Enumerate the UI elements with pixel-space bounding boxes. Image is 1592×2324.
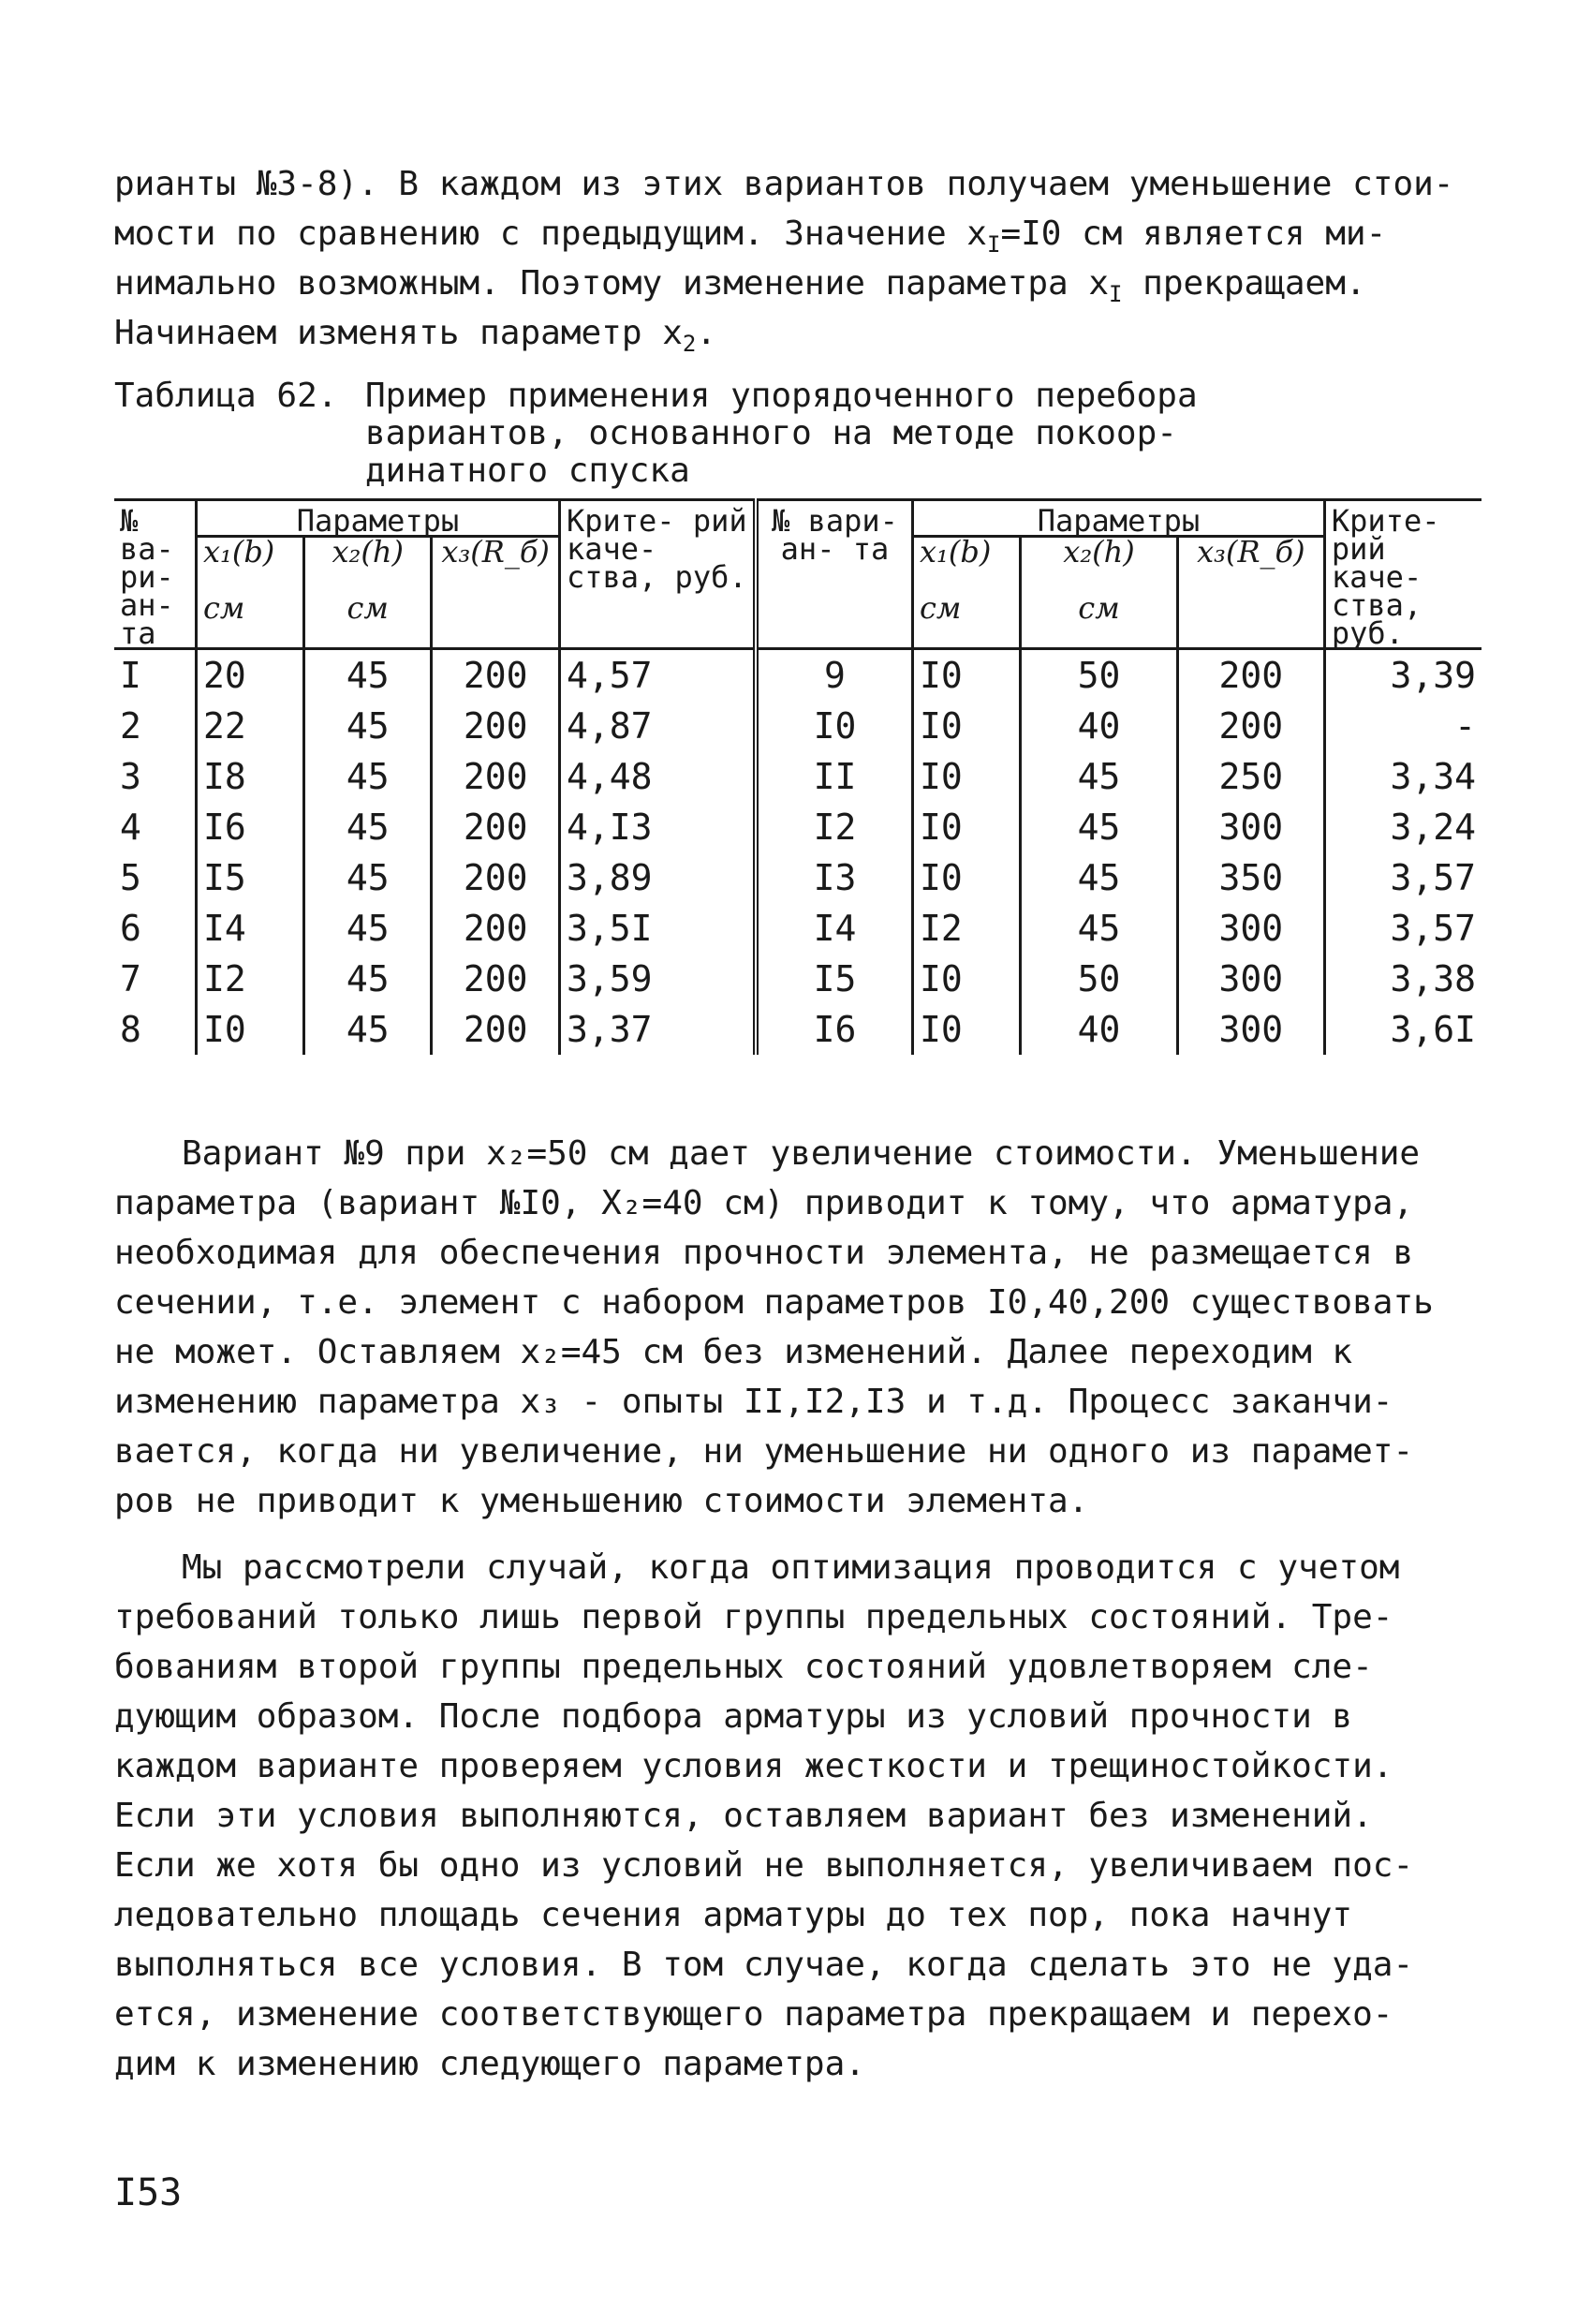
paragraph-line: ется, изменение соответствующего параметра прекращаем и перехо- [114, 1995, 1393, 2034]
table-cell: I0 [913, 751, 1021, 802]
table-cell: 3,59 [559, 954, 755, 1004]
table-cell: 200 [432, 751, 560, 802]
table-cell: 250 [1177, 751, 1324, 802]
table-cell: 4,87 [559, 701, 755, 751]
paragraph-line: ров не приводит к уменьшению стоимости элемента. [114, 1482, 1089, 1520]
table-cell: 45 [304, 1004, 432, 1055]
intro-line: мости по сравнению с предыдущим. Значение $x_I=I0$ см является ми- [114, 215, 1387, 258]
table-cell: 9 [756, 649, 913, 702]
table-cell: 45 [1021, 751, 1178, 802]
paragraph-line: дующим образом. После подбора арматуры из условий прочности в [114, 1697, 1353, 1736]
header-x2-right: x₂(h) см [1021, 537, 1178, 649]
table-cell: 45 [1021, 802, 1178, 852]
table-cell: 45 [304, 802, 432, 852]
paragraph-line: Если эти условия выполняются, оставляем вариант без изменений. [114, 1797, 1373, 1835]
intro-line: рианты №3-8). В каждом из этих вариантов получаем уменьшение стои- [114, 165, 1454, 203]
table-cell: 3,89 [559, 852, 755, 903]
table-cell: I0 [756, 701, 913, 751]
header-variant: № ва- ри- ан- та [114, 500, 196, 649]
table-caption-label: Таблица 62. [114, 377, 338, 415]
header-params-right: Параметры [913, 500, 1325, 537]
table-cell: 200 [432, 954, 560, 1004]
table-cell: 200 [1177, 649, 1324, 702]
paragraph-line: не может. Оставляем x₂=45 см без изменений. Далее переходим к [114, 1333, 1353, 1371]
table-cell: 6 [120, 908, 141, 949]
table-cell: 4,48 [559, 751, 755, 802]
paragraph-line: требований только лишь первой группы предельных состояний. Тре- [114, 1598, 1393, 1636]
table-cell: 5 [120, 857, 141, 898]
table-cell: 3,57 [1324, 903, 1481, 954]
intro-paragraph [114, 159, 1481, 358]
table-cell: I0 [913, 802, 1021, 852]
table-cell: 3,39 [1324, 649, 1481, 702]
table-cell: 200 [432, 802, 560, 852]
header-criterion: Крите- рий каче- ства, руб. [559, 500, 755, 649]
table-cell: 45 [1021, 903, 1178, 954]
table-cell: I4 [756, 903, 913, 954]
table-row [114, 954, 1481, 1004]
table-cell: 4,57 [559, 649, 755, 702]
table-cell: 3,6I [1324, 1004, 1481, 1055]
table-cell: 4,I3 [559, 802, 755, 852]
table-cell: 45 [304, 903, 432, 954]
table-cell: 2 [120, 705, 141, 747]
table-cell: 200 [432, 649, 560, 702]
page-number: I53 [114, 2171, 183, 2214]
table-row [114, 1004, 1481, 1055]
table-cell: I8 [196, 751, 303, 802]
table-row [114, 903, 1481, 954]
table-cell: 3,24 [1324, 802, 1481, 852]
paragraph-line: ледовательно площадь сечения арматуры до тех пор, пока начнут [114, 1896, 1353, 1934]
table-cell: I0 [913, 1004, 1021, 1055]
table-row [114, 701, 1481, 751]
intro-line: Начинаем изменять параметр $x_2$. [114, 314, 717, 357]
table-cell: 4 [120, 807, 141, 848]
header-criterion-right: Крите- рий каче- ства, руб. [1324, 500, 1481, 649]
paragraph-line: Вариант №9 при x₂=50 см дает увеличение стоимости. Уменьшение [182, 1134, 1421, 1173]
header-x3-right: x₃(R_б) [1177, 537, 1324, 649]
table-cell: I2 [756, 802, 913, 852]
table-cell: I0 [196, 1004, 303, 1055]
intro-line: нимально возможным. Поэтому изменение параметра $x_I$ прекращаем. [114, 264, 1366, 307]
table-cell: I5 [196, 852, 303, 903]
table-cell: II [756, 751, 913, 802]
table-cell: 40 [1021, 701, 1178, 751]
paragraph-line: Мы рассмотрели случай, когда оптимизация проводится с учетом [182, 1548, 1400, 1587]
header-x1-right: x₁(b) см [913, 537, 1021, 649]
paragraph-line: дим к изменению следующего параметра. [114, 2045, 865, 2083]
table-caption-line: вариантов, основанного на методе покоор- [365, 414, 1177, 452]
table-cell: 200 [1177, 701, 1324, 751]
table-cell: 3,37 [559, 1004, 755, 1055]
paragraph-line: изменению параметра x₃ - опыты II,I2,I3 и т.д. Процесс заканчи- [114, 1383, 1393, 1421]
paragraph-line: каждом варианте проверяем условия жесткости и трещиностойкости. [114, 1747, 1393, 1785]
paragraph-line: параметра (вариант №I0, X₂=40 см) приводит к тому, что арматура, [114, 1184, 1414, 1222]
table-cell: 200 [432, 1004, 560, 1055]
table-cell: 8 [120, 1009, 141, 1050]
table-cell: I4 [196, 903, 303, 954]
header-params: Параметры [196, 500, 559, 537]
table-cell: 3,57 [1324, 852, 1481, 903]
table-cell: 45 [304, 649, 432, 702]
table-cell: 200 [432, 852, 560, 903]
table-cell: 22 [196, 701, 303, 751]
table-row [114, 802, 1481, 852]
table-cell: I3 [756, 852, 913, 903]
table-cell: 40 [1021, 1004, 1178, 1055]
table-cell: 3 [120, 756, 141, 797]
table-cell: 3,38 [1324, 954, 1481, 1004]
table-cell: 300 [1177, 954, 1324, 1004]
table-row [114, 649, 1481, 702]
table-cell: 20 [196, 649, 303, 702]
table-cell: 45 [1021, 852, 1178, 903]
table-cell: 45 [304, 954, 432, 1004]
table-cell: 45 [304, 701, 432, 751]
header-x2: x₂(h) см [304, 537, 432, 649]
paragraph-line: выполняться все условия. В том случае, когда сделать это не уда- [114, 1946, 1414, 1984]
table-cell: 3,5I [559, 903, 755, 954]
table-cell: I5 [756, 954, 913, 1004]
table-cell: 200 [432, 903, 560, 954]
table-row [114, 852, 1481, 903]
table-caption [114, 377, 1264, 490]
table-row [114, 751, 1481, 802]
paragraph-2 [114, 1543, 1481, 2089]
table-cell: I6 [196, 802, 303, 852]
paragraph-line: необходимая для обеспечения прочности элемента, не размещается в [114, 1234, 1414, 1272]
table-cell: 200 [432, 701, 560, 751]
table-cell: I0 [913, 649, 1021, 702]
paragraph-line: вается, когда ни увеличение, ни уменьшение ни одного из парамет- [114, 1432, 1414, 1471]
table-cell: I0 [913, 701, 1021, 751]
table-cell: 350 [1177, 852, 1324, 903]
table-cell: I0 [913, 852, 1021, 903]
header-x1: x₁(b) см [196, 537, 303, 649]
table-caption-line: Пример применения упорядоченного перебора [365, 377, 1198, 415]
table-cell: I6 [756, 1004, 913, 1055]
table-cell: 300 [1177, 1004, 1324, 1055]
results-table [114, 498, 1481, 1055]
table-cell: I2 [196, 954, 303, 1004]
header-variant-right: № вари- ан- та [756, 500, 913, 649]
paragraph-line: сечении, т.е. элемент с набором параметров I0,40,200 существовать [114, 1283, 1434, 1322]
table-cell: 300 [1177, 802, 1324, 852]
table-cell: - [1324, 701, 1481, 751]
paragraph-1 [114, 1129, 1481, 1526]
header-x3: x₃(R_б) [432, 537, 560, 649]
table-cell: 50 [1021, 954, 1178, 1004]
table-cell: 50 [1021, 649, 1178, 702]
table-header-row [114, 500, 1481, 537]
table-cell: 45 [304, 751, 432, 802]
paragraph-line: Если же хотя бы одно из условий не выполняется, увеличиваем пос- [114, 1846, 1414, 1885]
table-cell: 3,34 [1324, 751, 1481, 802]
table-cell: I2 [913, 903, 1021, 954]
table-cell: I [120, 655, 141, 696]
table-cell: I0 [913, 954, 1021, 1004]
paragraph-line: бованиям второй группы предельных состояний удовлетворяем сле- [114, 1648, 1373, 1686]
table-cell: 7 [120, 958, 141, 999]
table-cell: 45 [304, 852, 432, 903]
table-caption-line: динатного спуска [365, 451, 690, 490]
table-cell: 300 [1177, 903, 1324, 954]
